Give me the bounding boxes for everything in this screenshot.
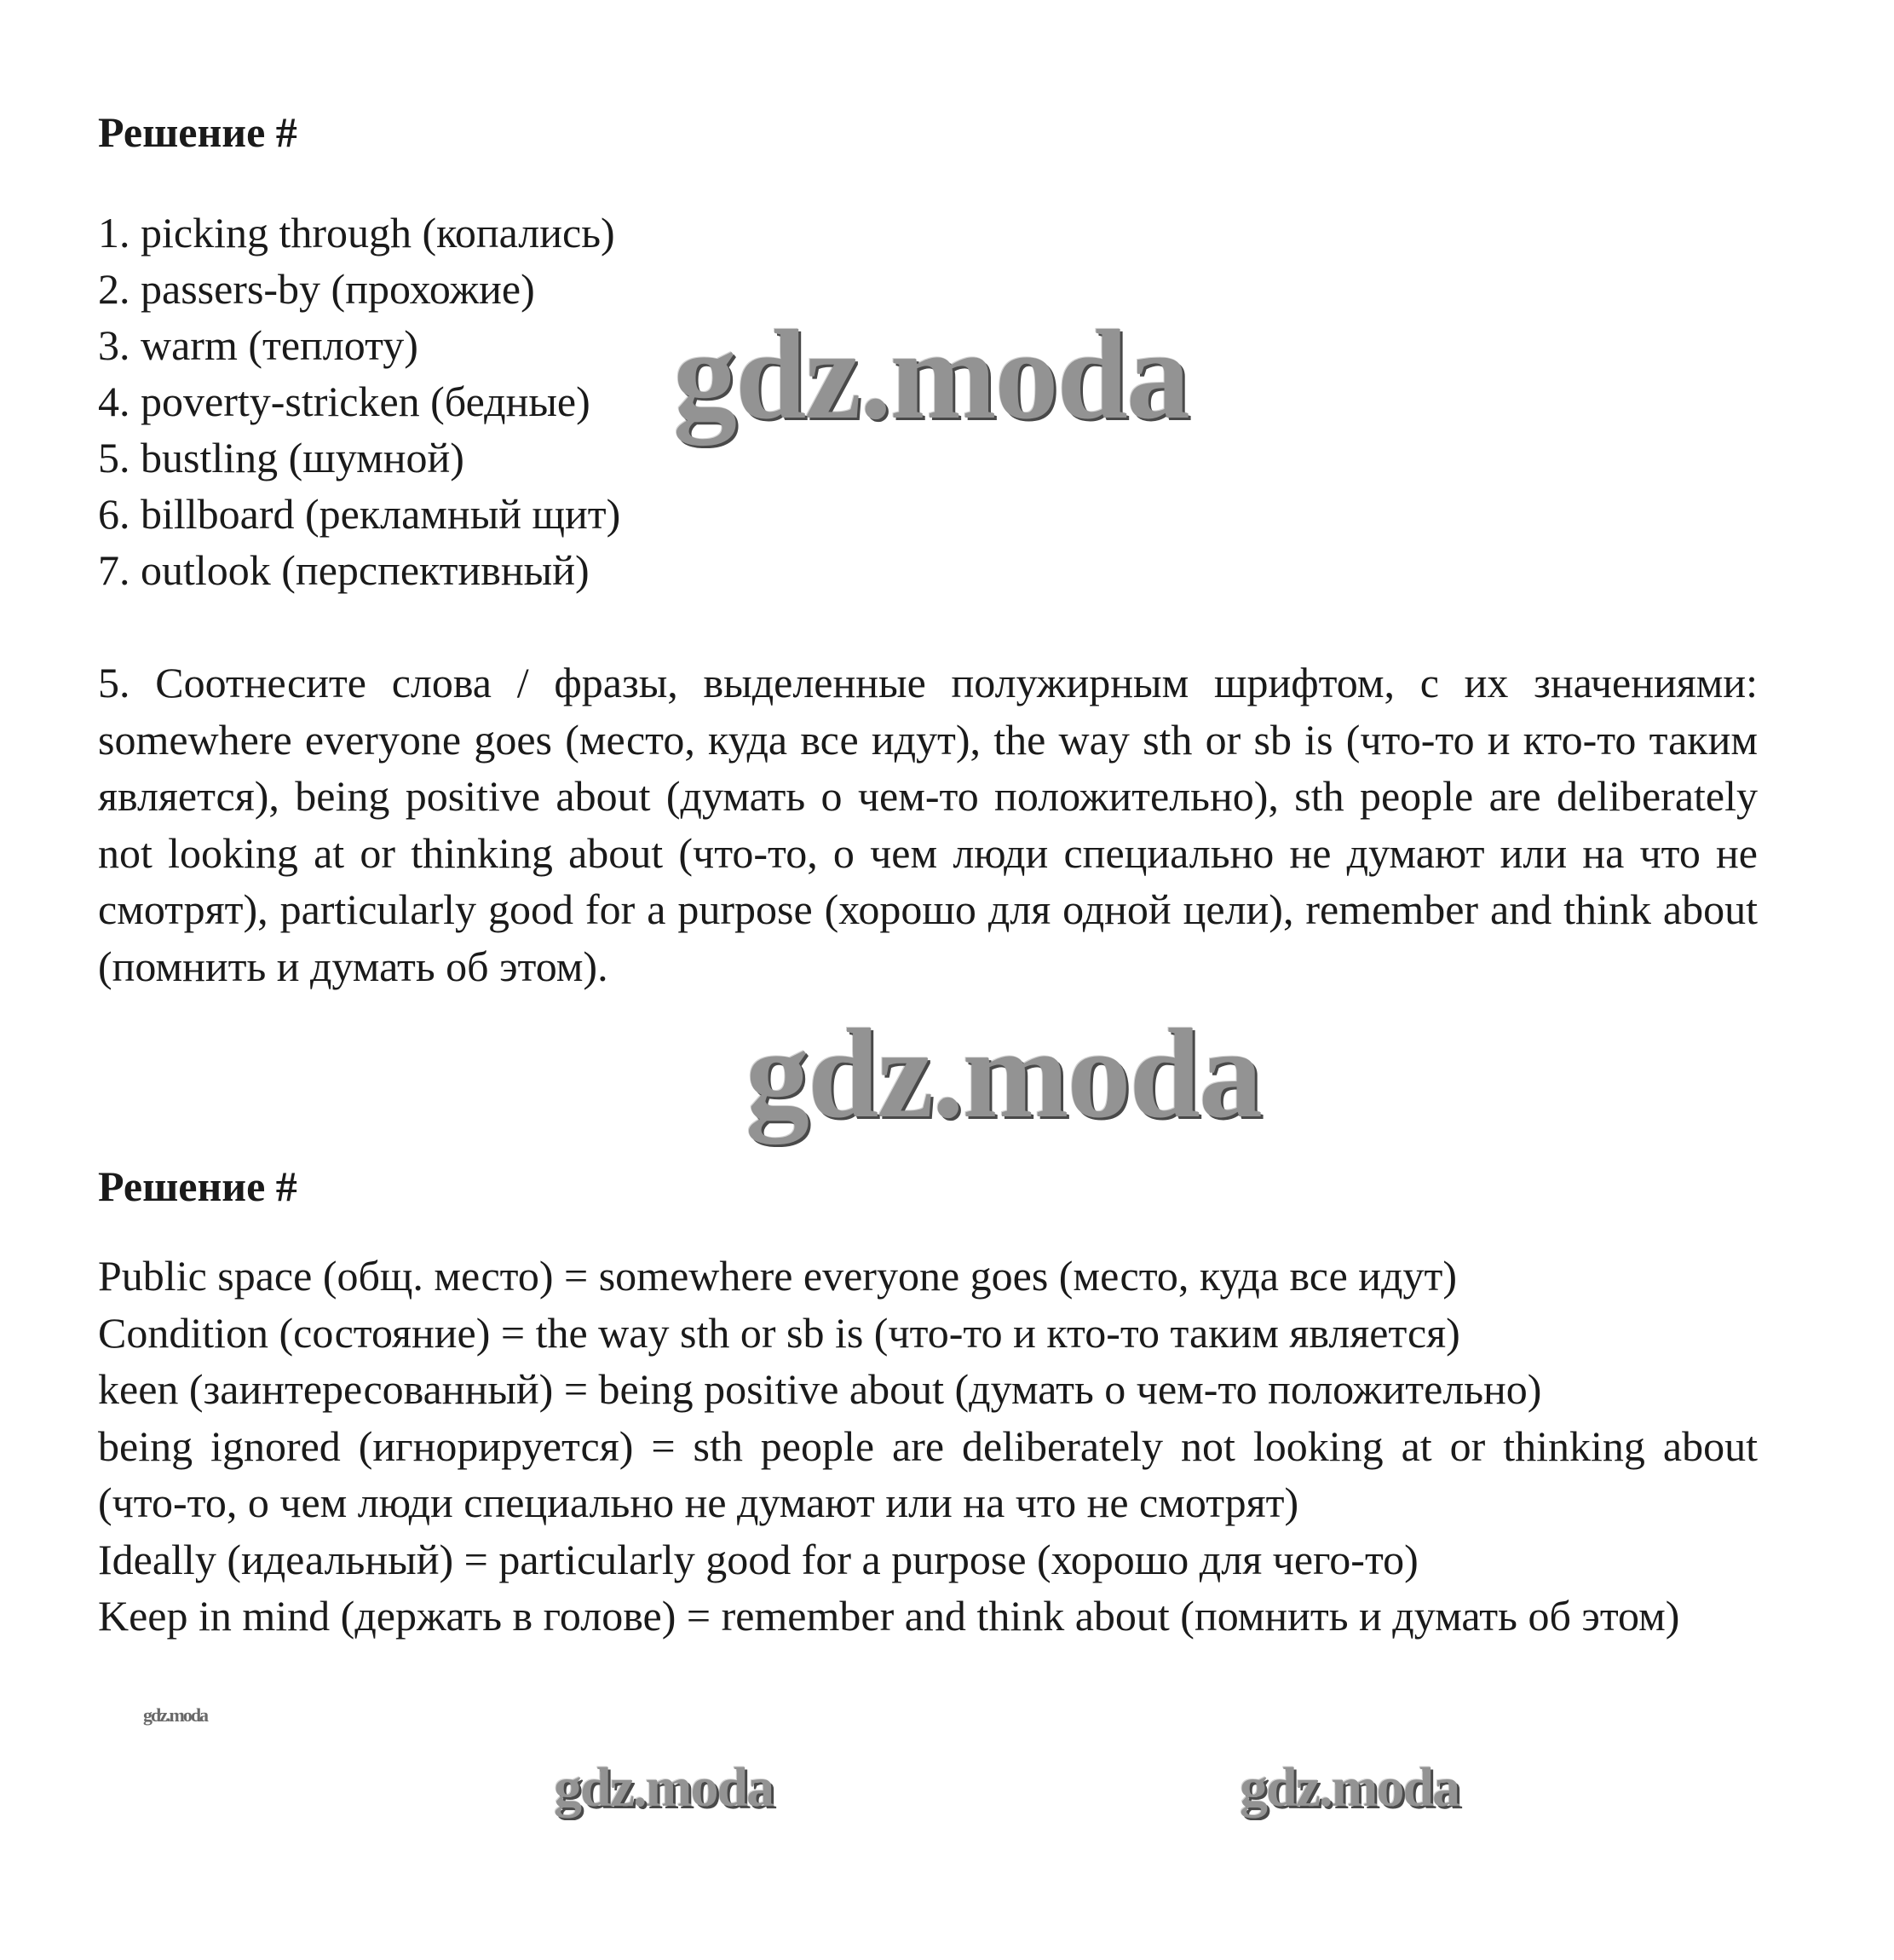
watermark-logo: gdz.moda <box>1240 1756 1459 1819</box>
answer-line: keen (заинтересованный) = being positive about (думать о чем-то положительно) <box>98 1365 1542 1413</box>
answer-list-2 <box>98 1248 1758 1645</box>
list-item: 3. warm (теплоту) <box>98 321 418 369</box>
solution-heading-1: Решение # <box>98 108 297 156</box>
list-item: 7. outlook (перспективный) <box>98 546 590 594</box>
list-item: 1. picking through (копались) <box>98 209 615 257</box>
watermark-logo: gdz.moda <box>673 304 1189 446</box>
list-item: 5. bustling (шумной) <box>98 434 464 481</box>
watermark-logo: gdz.moda <box>143 1704 208 1726</box>
answer-line: being ignored (игнорируется) = sth people are deliberately not looking at or thinking about (что-то, о чем люди специально не думают или на что не смотрят) <box>98 1421 1758 1526</box>
answer-list-1 <box>98 205 620 598</box>
list-item: 2. passers-by (прохожие) <box>98 265 535 313</box>
list-item: 6. billboard (рекламный щит) <box>98 490 621 538</box>
solution-heading-2: Решение # <box>98 1162 297 1210</box>
answer-line: Ideally (идеальный) = particularly good for a purpose (хорошо для чего-то) <box>98 1535 1419 1583</box>
task-5-text: 5. Соотнесите слова / фразы, выделенные полужирным шрифтом, с их значениями: somewhere everyone goes (место, куда все идут), the way sth or sb is (что-то и кто-то таким является), being positive about (думать о чем-то положительно), sth people are deliberately not looking at or thinking about (что-то, о чем люди специально не думают или на что не смотрят), particularly good for a purpose (хорошо для одной цели), remember and think about (помнить и думать об этом). <box>98 659 1758 990</box>
answer-line: Condition (состояние) = the way sth or sb is (что-то и кто-то таким является) <box>98 1308 1460 1357</box>
watermark-logo: gdz.moda <box>554 1756 774 1819</box>
answer-line: Keep in mind (держать в голове) = remember and think about (помнить и думать об этом) <box>98 1592 1680 1640</box>
watermark-logo: gdz.moda <box>746 1003 1261 1144</box>
list-item: 4. poverty-stricken (бедные) <box>98 378 590 425</box>
answer-line: Public space (общ. место) = somewhere everyone goes (место, куда все идут) <box>98 1252 1457 1300</box>
